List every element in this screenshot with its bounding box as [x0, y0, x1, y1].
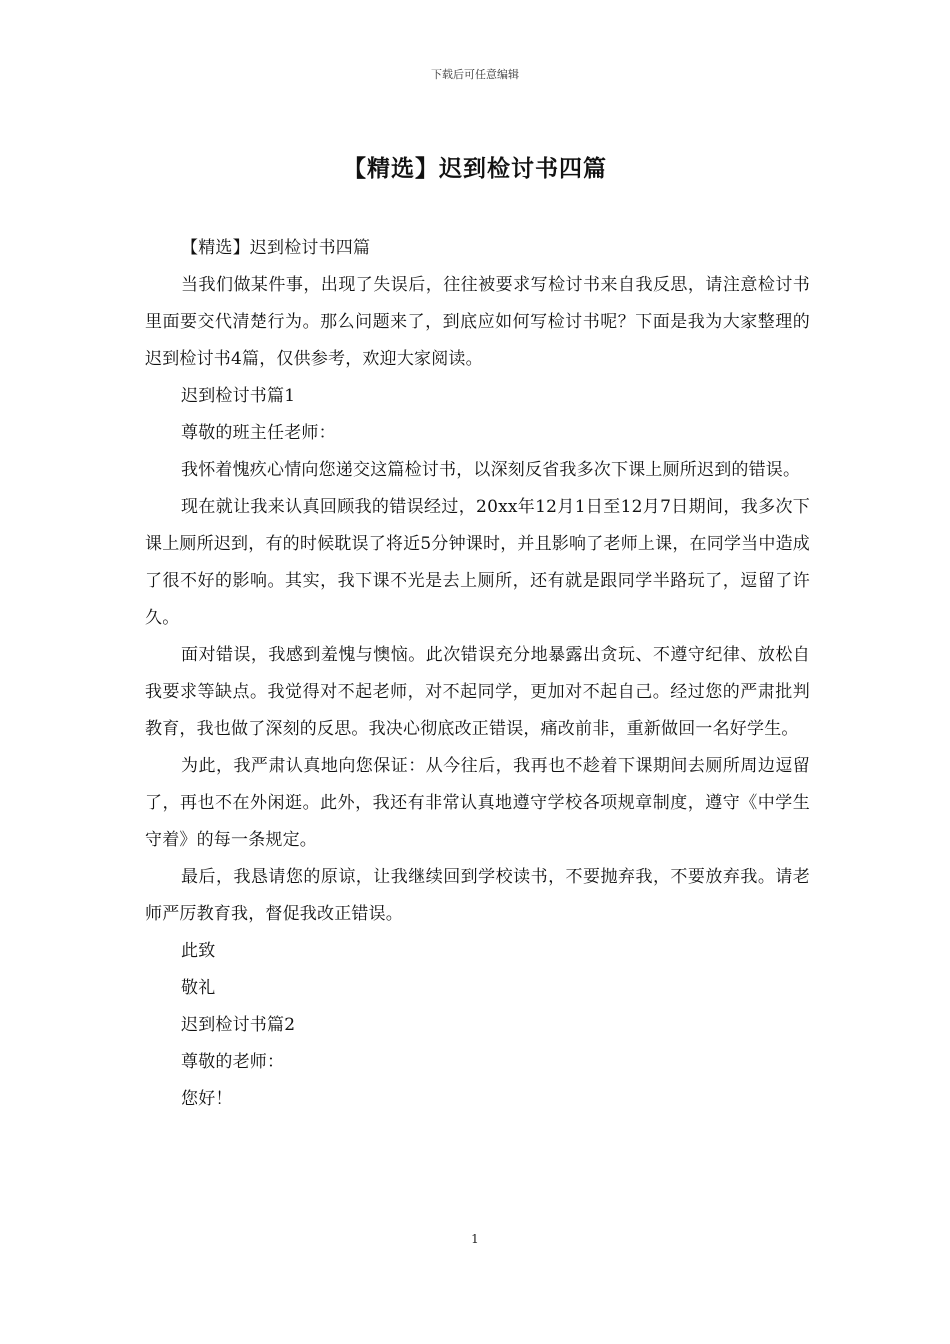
paragraph: 最后，我恳请您的原谅，让我继续回到学校读书，不要抛弃我，不要放弃我。请老师严厉教育我，督促我改正错误。 [145, 867, 810, 924]
paragraph: 为此，我严肃认真地向您保证：从今往后，我再也不趁着下课期间去厕所周边逗留了，再也不在外闲逛。此外，我还有非常认真地遵守学校各项规章制度，遵守《中学生守着》的每一条规定。 [145, 756, 810, 850]
section-heading-2: 迟到检讨书篇2 [181, 1015, 296, 1035]
paragraph-intro: 当我们做某件事，出现了失误后，往往被要求写检讨书来自我反思，请注意检讨书里面要交代清楚行为。那么问题来了，到底应如何写检讨书呢？下面是我为大家整理的迟到检讨书4篇，仅供参考，欢迎大家阅读。 [145, 275, 810, 369]
closing-line: 敬礼 [181, 978, 216, 998]
greeting: 您好！ [181, 1089, 233, 1109]
paragraph: 我怀着愧疚心情向您递交这篇检讨书，以深刻反省我多次下课上厕所迟到的错误。 [181, 460, 801, 480]
paragraph: 现在就让我来认真回顾我的错误经过，20xx年12月1日至12月7日期间，我多次下课上厕所迟到，有的时候耽误了将近5分钟课时，并且影响了老师上课，在同学当中造成了很不好的影响。其实，我下课不光是去上厕所，还有就是跟同学半路玩了，逗留了许久。 [145, 497, 810, 628]
paragraph-intro-title: 【精选】迟到检讨书四篇 [181, 238, 371, 258]
document-title: 【精选】迟到检讨书四篇 [343, 156, 607, 182]
section-heading-1: 迟到检讨书篇1 [181, 386, 296, 406]
closing-line: 此致 [181, 941, 216, 961]
header-note: 下载后可任意编辑 [431, 68, 519, 81]
paragraph: 面对错误，我感到羞愧与懊恼。此次错误充分地暴露出贪玩、不遵守纪律、放松自我要求等缺点。我觉得对不起老师，对不起同学，更加对不起自己。经过您的严肃批判教育，我也做了深刻的反思。我决心彻底改正错误，痛改前非，重新做回一名好学生。 [145, 645, 810, 739]
document-body [145, 230, 810, 1118]
page-number: 1 [471, 1232, 479, 1246]
salutation-2: 尊敬的老师： [181, 1052, 285, 1072]
salutation-1: 尊敬的班主任老师： [181, 423, 336, 443]
